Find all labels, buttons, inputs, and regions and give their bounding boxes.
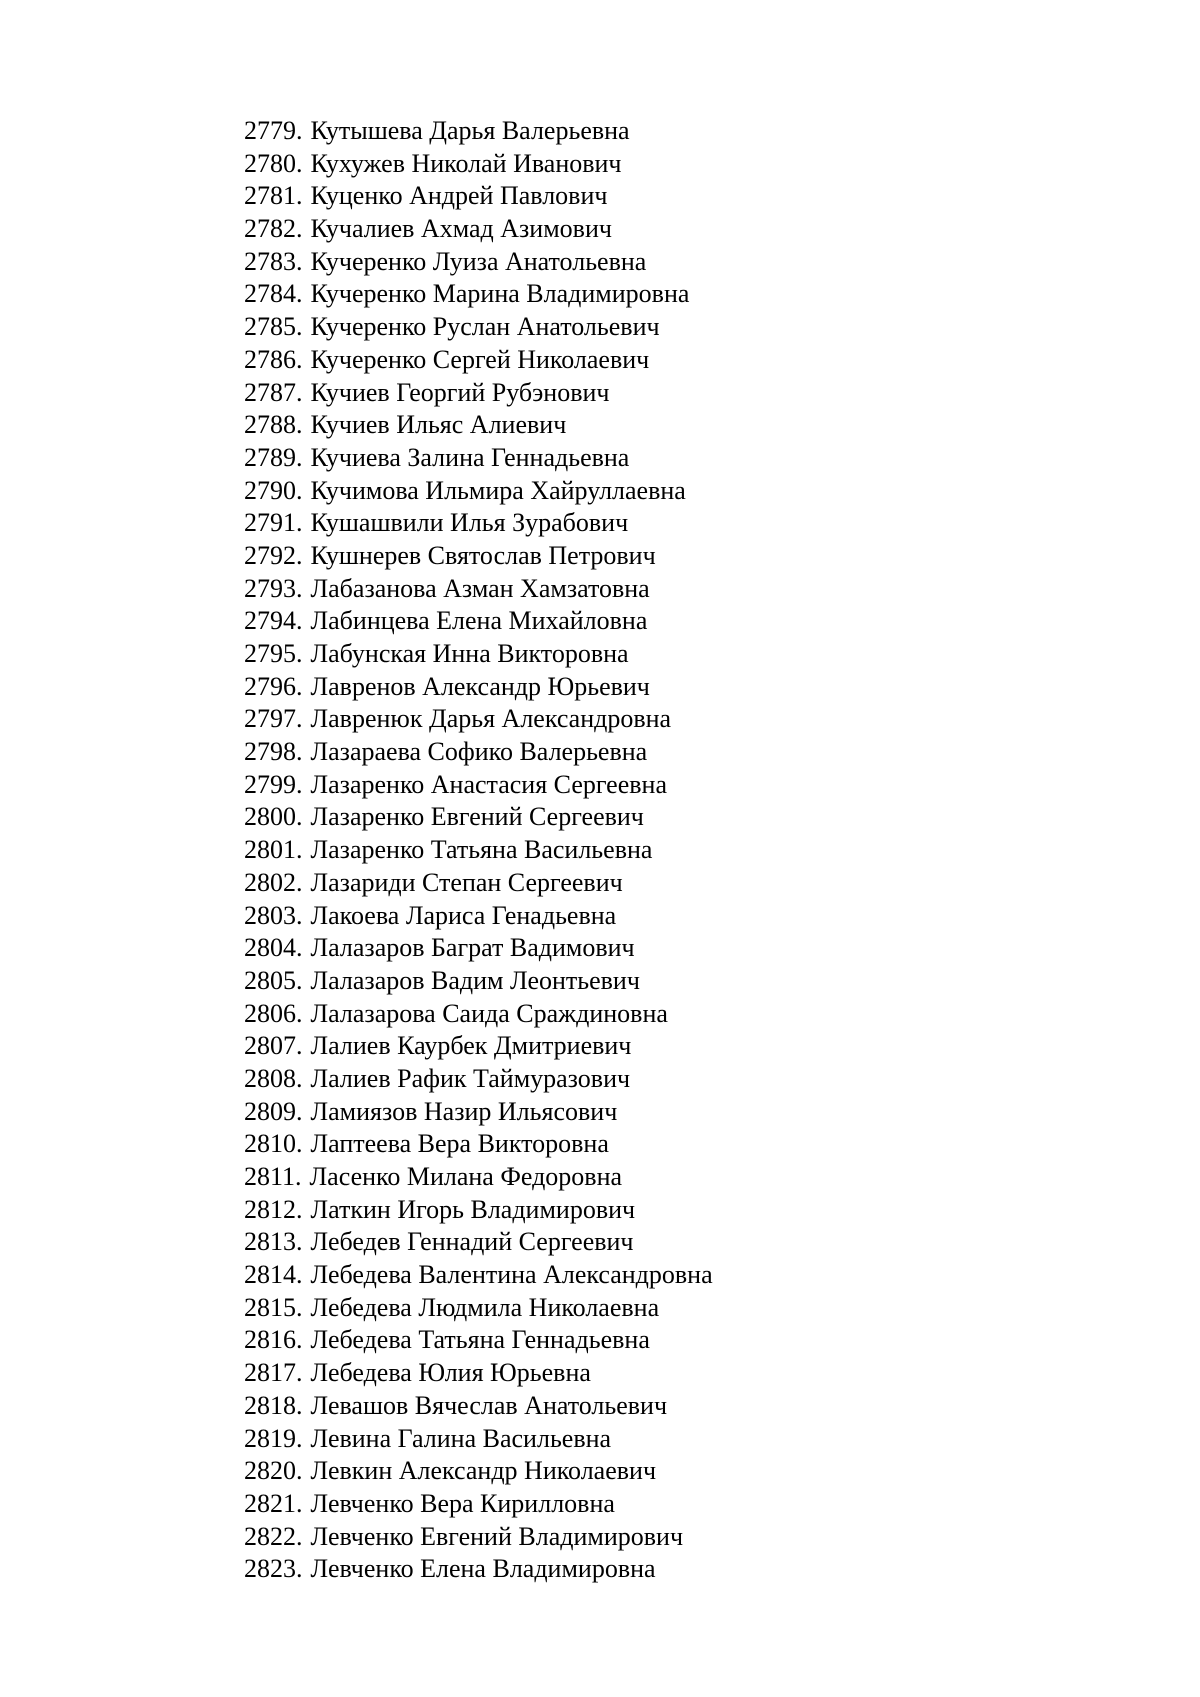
list-item [244, 1030, 1144, 1063]
list-item [244, 1488, 1144, 1521]
entry-number: 2820. [244, 1456, 303, 1486]
entry-number: 2805. [244, 965, 303, 995]
entry-name: Кухужев Николай Иванович [310, 148, 622, 178]
list-item [244, 213, 1144, 246]
entry-name: Лаптеева Вера Викторовна [310, 1129, 609, 1159]
entry-name: Лазаренко Евгений Сергеевич [310, 802, 644, 832]
entry-number: 2807. [244, 1031, 303, 1061]
entry-number: 2785. [244, 312, 303, 342]
entry-name: Лалазаров Вадим Леонтьевич [310, 965, 640, 995]
entry-number: 2798. [244, 737, 303, 767]
entry-number: 2788. [244, 410, 303, 440]
entry-name: Латкин Игорь Владимирович [310, 1194, 636, 1224]
entry-number: 2786. [244, 344, 303, 374]
list-item [244, 965, 1144, 998]
entry-name: Лалиев Каурбек Дмитриевич [310, 1031, 632, 1061]
entry-name: Лазараева Софико Валерьевна [310, 737, 648, 767]
entry-number: 2793. [244, 573, 303, 603]
entry-number: 2789. [244, 442, 303, 472]
list-item [244, 736, 1144, 769]
entry-name: Левченко Елена Владимировна [310, 1554, 656, 1584]
entry-number: 2781. [244, 181, 303, 211]
entry-name: Лакоева Лариса Генадьевна [310, 900, 617, 930]
list-item [244, 246, 1144, 279]
entry-name: Кучалиев Ахмад Азимович [310, 214, 612, 244]
entry-number: 2821. [244, 1488, 303, 1518]
entry-number: 2784. [244, 279, 303, 309]
list-item [244, 148, 1144, 181]
entry-number: 2797. [244, 704, 303, 734]
entry-number: 2815. [244, 1292, 303, 1322]
entry-name: Лазариди Степан Сергеевич [310, 867, 623, 897]
list-item [244, 638, 1144, 671]
entry-number: 2810. [244, 1129, 303, 1159]
entry-number: 2779. [244, 116, 303, 145]
entry-name: Левашов Вячеслав Анатольевич [310, 1390, 668, 1420]
list-item [244, 1455, 1144, 1488]
entry-name: Ламиязов Назир Ильясович [310, 1096, 618, 1126]
list-item [244, 115, 1144, 148]
list-item [244, 1226, 1144, 1259]
list-item [244, 998, 1144, 1031]
entry-name: Лебедева Юлия Юрьевна [310, 1358, 591, 1388]
entry-number: 2818. [244, 1390, 303, 1420]
entry-name: Лабинцева Елена Михайловна [310, 606, 648, 636]
entry-number: 2808. [244, 1063, 303, 1093]
list-item [244, 1324, 1144, 1357]
list-item [244, 703, 1144, 736]
entry-name: Кучимова Ильмира Хайруллаевна [310, 475, 686, 505]
list-item [244, 900, 1144, 933]
entry-name: Лазаренко Татьяна Васильевна [310, 835, 653, 865]
entry-number: 2806. [244, 998, 303, 1028]
entry-number: 2814. [244, 1260, 303, 1290]
entry-number: 2780. [244, 148, 303, 178]
entry-name: Кучеренко Марина Владимировна [310, 279, 690, 309]
entry-name: Левина Галина Васильевна [310, 1423, 612, 1453]
list-item [244, 278, 1144, 311]
entry-name: Кучиев Георгий Рубэнович [310, 377, 610, 407]
list-item [244, 540, 1144, 573]
entry-name: Лабунская Инна Викторовна [310, 639, 629, 668]
entry-number: 2790. [244, 475, 303, 505]
entry-name: Кучеренко Руслан Анатольевич [310, 312, 660, 342]
entry-name: Лебедева Людмила Николаевна [310, 1292, 660, 1322]
entry-name: Левченко Вера Кирилловна [310, 1488, 615, 1518]
entry-name: Кучиева Залина Геннадьевна [310, 442, 630, 472]
list-item [244, 1194, 1144, 1227]
entry-number: 2795. [244, 639, 303, 668]
list-item [244, 1553, 1144, 1586]
entry-number: 2816. [244, 1325, 303, 1355]
entry-number: 2809. [244, 1096, 303, 1126]
entry-number: 2800. [244, 802, 303, 832]
entry-number: 2811. [244, 1162, 302, 1191]
entry-number: 2813. [244, 1227, 303, 1257]
entry-name: Лалазарова Саида Сраждиновна [310, 998, 668, 1028]
entry-number: 2801. [244, 835, 303, 865]
list-item [244, 769, 1144, 802]
entry-number: 2796. [244, 671, 303, 701]
entry-number: 2822. [244, 1521, 303, 1551]
entry-number: 2817. [244, 1358, 303, 1388]
entry-name: Кучиев Ильяс Алиевич [310, 410, 567, 440]
entry-name: Лебедева Валентина Александровна [310, 1260, 713, 1290]
list-item [244, 377, 1144, 410]
entry-name: Кутышева Дарья Валерьевна [310, 116, 630, 145]
entry-name: Лабазанова Азман Хамзатовна [310, 573, 650, 603]
entry-name: Куценко Андрей Павлович [310, 181, 608, 211]
entry-name: Лавренов Александр Юрьевич [310, 671, 650, 701]
entry-name: Лалиев Рафик Таймуразович [310, 1063, 631, 1093]
entry-number: 2812. [244, 1194, 303, 1224]
entry-name: Левченко Евгений Владимирович [310, 1521, 684, 1551]
entry-number: 2791. [244, 508, 303, 538]
list-item [244, 311, 1144, 344]
entry-number: 2782. [244, 214, 303, 244]
entry-name: Лебедев Геннадий Сергеевич [310, 1227, 634, 1257]
list-item [244, 1161, 1144, 1194]
entry-number: 2799. [244, 769, 303, 799]
list-item [244, 801, 1144, 834]
list-item [244, 867, 1144, 900]
list-item [244, 605, 1144, 638]
entry-number: 2823. [244, 1554, 303, 1584]
list-item [244, 1357, 1144, 1390]
entry-number: 2787. [244, 377, 303, 407]
entry-number: 2819. [244, 1423, 303, 1453]
entry-name: Кушнерев Святослав Петрович [310, 540, 656, 570]
list-item [244, 1390, 1144, 1423]
list-item [244, 344, 1144, 377]
entry-name: Левкин Александр Николаевич [310, 1456, 657, 1486]
entry-name: Кушашвили Илья Зурабович [310, 508, 629, 538]
list-item [244, 442, 1144, 475]
entry-number: 2792. [244, 540, 303, 570]
list-item [244, 1292, 1144, 1325]
entry-name: Лазаренко Анастасия Сергеевна [310, 769, 667, 799]
entry-number: 2783. [244, 246, 303, 276]
name-list [244, 115, 1144, 1586]
list-item [244, 475, 1144, 508]
entry-number: 2802. [244, 867, 303, 897]
list-item [244, 507, 1144, 540]
entry-number: 2804. [244, 933, 303, 963]
list-item [244, 573, 1144, 606]
entry-name: Лавренюк Дарья Александровна [310, 704, 672, 734]
list-item [244, 1259, 1144, 1292]
list-item [244, 1128, 1144, 1161]
entry-number: 2803. [244, 900, 303, 930]
list-item [244, 1063, 1144, 1096]
list-item [244, 1521, 1144, 1554]
entry-name: Кучеренко Сергей Николаевич [310, 344, 650, 374]
list-item [244, 671, 1144, 704]
entry-name: Ласенко Милана Федоровна [309, 1162, 623, 1191]
list-item [244, 1096, 1144, 1129]
list-item [244, 180, 1144, 213]
entry-name: Лалазаров Баграт Вадимович [310, 933, 635, 963]
entry-number: 2794. [244, 606, 303, 636]
list-item [244, 409, 1144, 442]
list-item [244, 932, 1144, 965]
list-item [244, 834, 1144, 867]
entry-name: Лебедева Татьяна Геннадьевна [310, 1325, 650, 1355]
entry-name: Кучеренко Луиза Анатольевна [310, 246, 647, 276]
list-item [244, 1423, 1144, 1456]
